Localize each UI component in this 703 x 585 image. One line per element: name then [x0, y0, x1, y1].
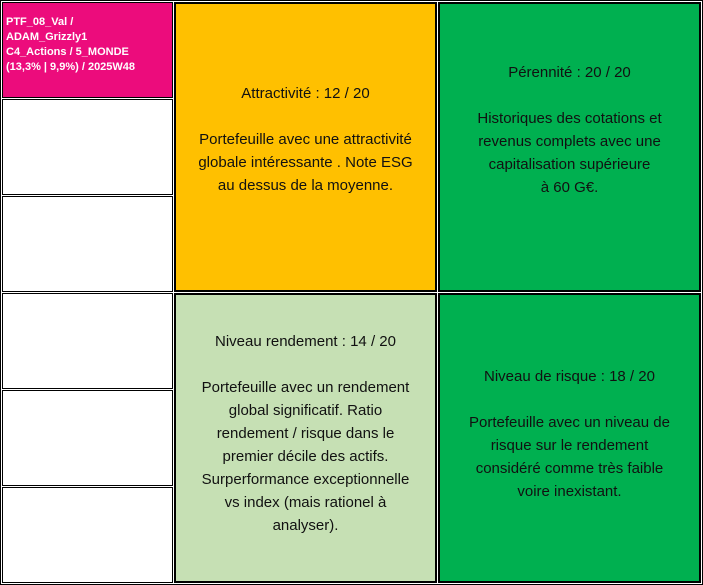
rendement-line: Surperformance exceptionnelle — [201, 470, 410, 488]
risque-box — [438, 293, 701, 583]
blank-cell — [2, 196, 173, 292]
perennite-line: Historiques des cotations et — [477, 110, 662, 127]
attractivite-title: Attractivité : 12 / 20 — [241, 84, 370, 102]
attractivite-line: au dessus de la moyenne. — [217, 176, 394, 194]
perennite-line: revenus complets avec une — [478, 133, 661, 150]
risque-line: Portefeuille avec un niveau de — [469, 414, 670, 431]
rendement-line: rendement / risque dans le — [216, 424, 395, 442]
header-line: C4_Actions / 5_MONDE — [6, 46, 129, 58]
rendement-line: Portefeuille avec un rendement — [201, 378, 410, 396]
perennite-line: capitalisation supérieure — [488, 156, 651, 173]
blank-cell — [2, 487, 173, 583]
header-line: ADAM_Grizzly1 — [6, 31, 88, 43]
risque-line: risque sur le rendement — [490, 437, 649, 454]
header-line: PTF_08_Val / — [6, 16, 74, 28]
risque-line: considéré comme très faible — [475, 460, 664, 477]
rendement-line: vs index (mais rationel à — [224, 493, 387, 511]
blank-cell — [2, 293, 173, 389]
attractivite-line: globale intéressante . Note ESG — [198, 153, 413, 171]
attractivite-box — [174, 2, 437, 292]
portfolio-header — [2, 2, 173, 98]
rendement-box — [174, 293, 437, 583]
perennite-line: à 60 G€. — [540, 179, 599, 196]
perennite-box — [438, 2, 701, 292]
risque-line: voire inexistant. — [517, 483, 622, 500]
header-line: (13,3% | 9,9%) / 2025W48 — [6, 61, 136, 73]
blank-cell — [2, 99, 173, 195]
perennite-title: Pérennité : 20 / 20 — [508, 64, 631, 81]
blank-cell — [2, 390, 173, 486]
rendement-line: analyser). — [272, 516, 339, 534]
attractivite-line: Portefeuille avec une attractivité — [199, 130, 412, 148]
rendement-title: Niveau rendement : 14 / 20 — [215, 332, 396, 350]
rendement-line: global significatif. Ratio — [228, 401, 383, 419]
risque-title: Niveau de risque : 18 / 20 — [484, 368, 655, 385]
rendement-line: premier décile des actifs. — [222, 447, 389, 465]
